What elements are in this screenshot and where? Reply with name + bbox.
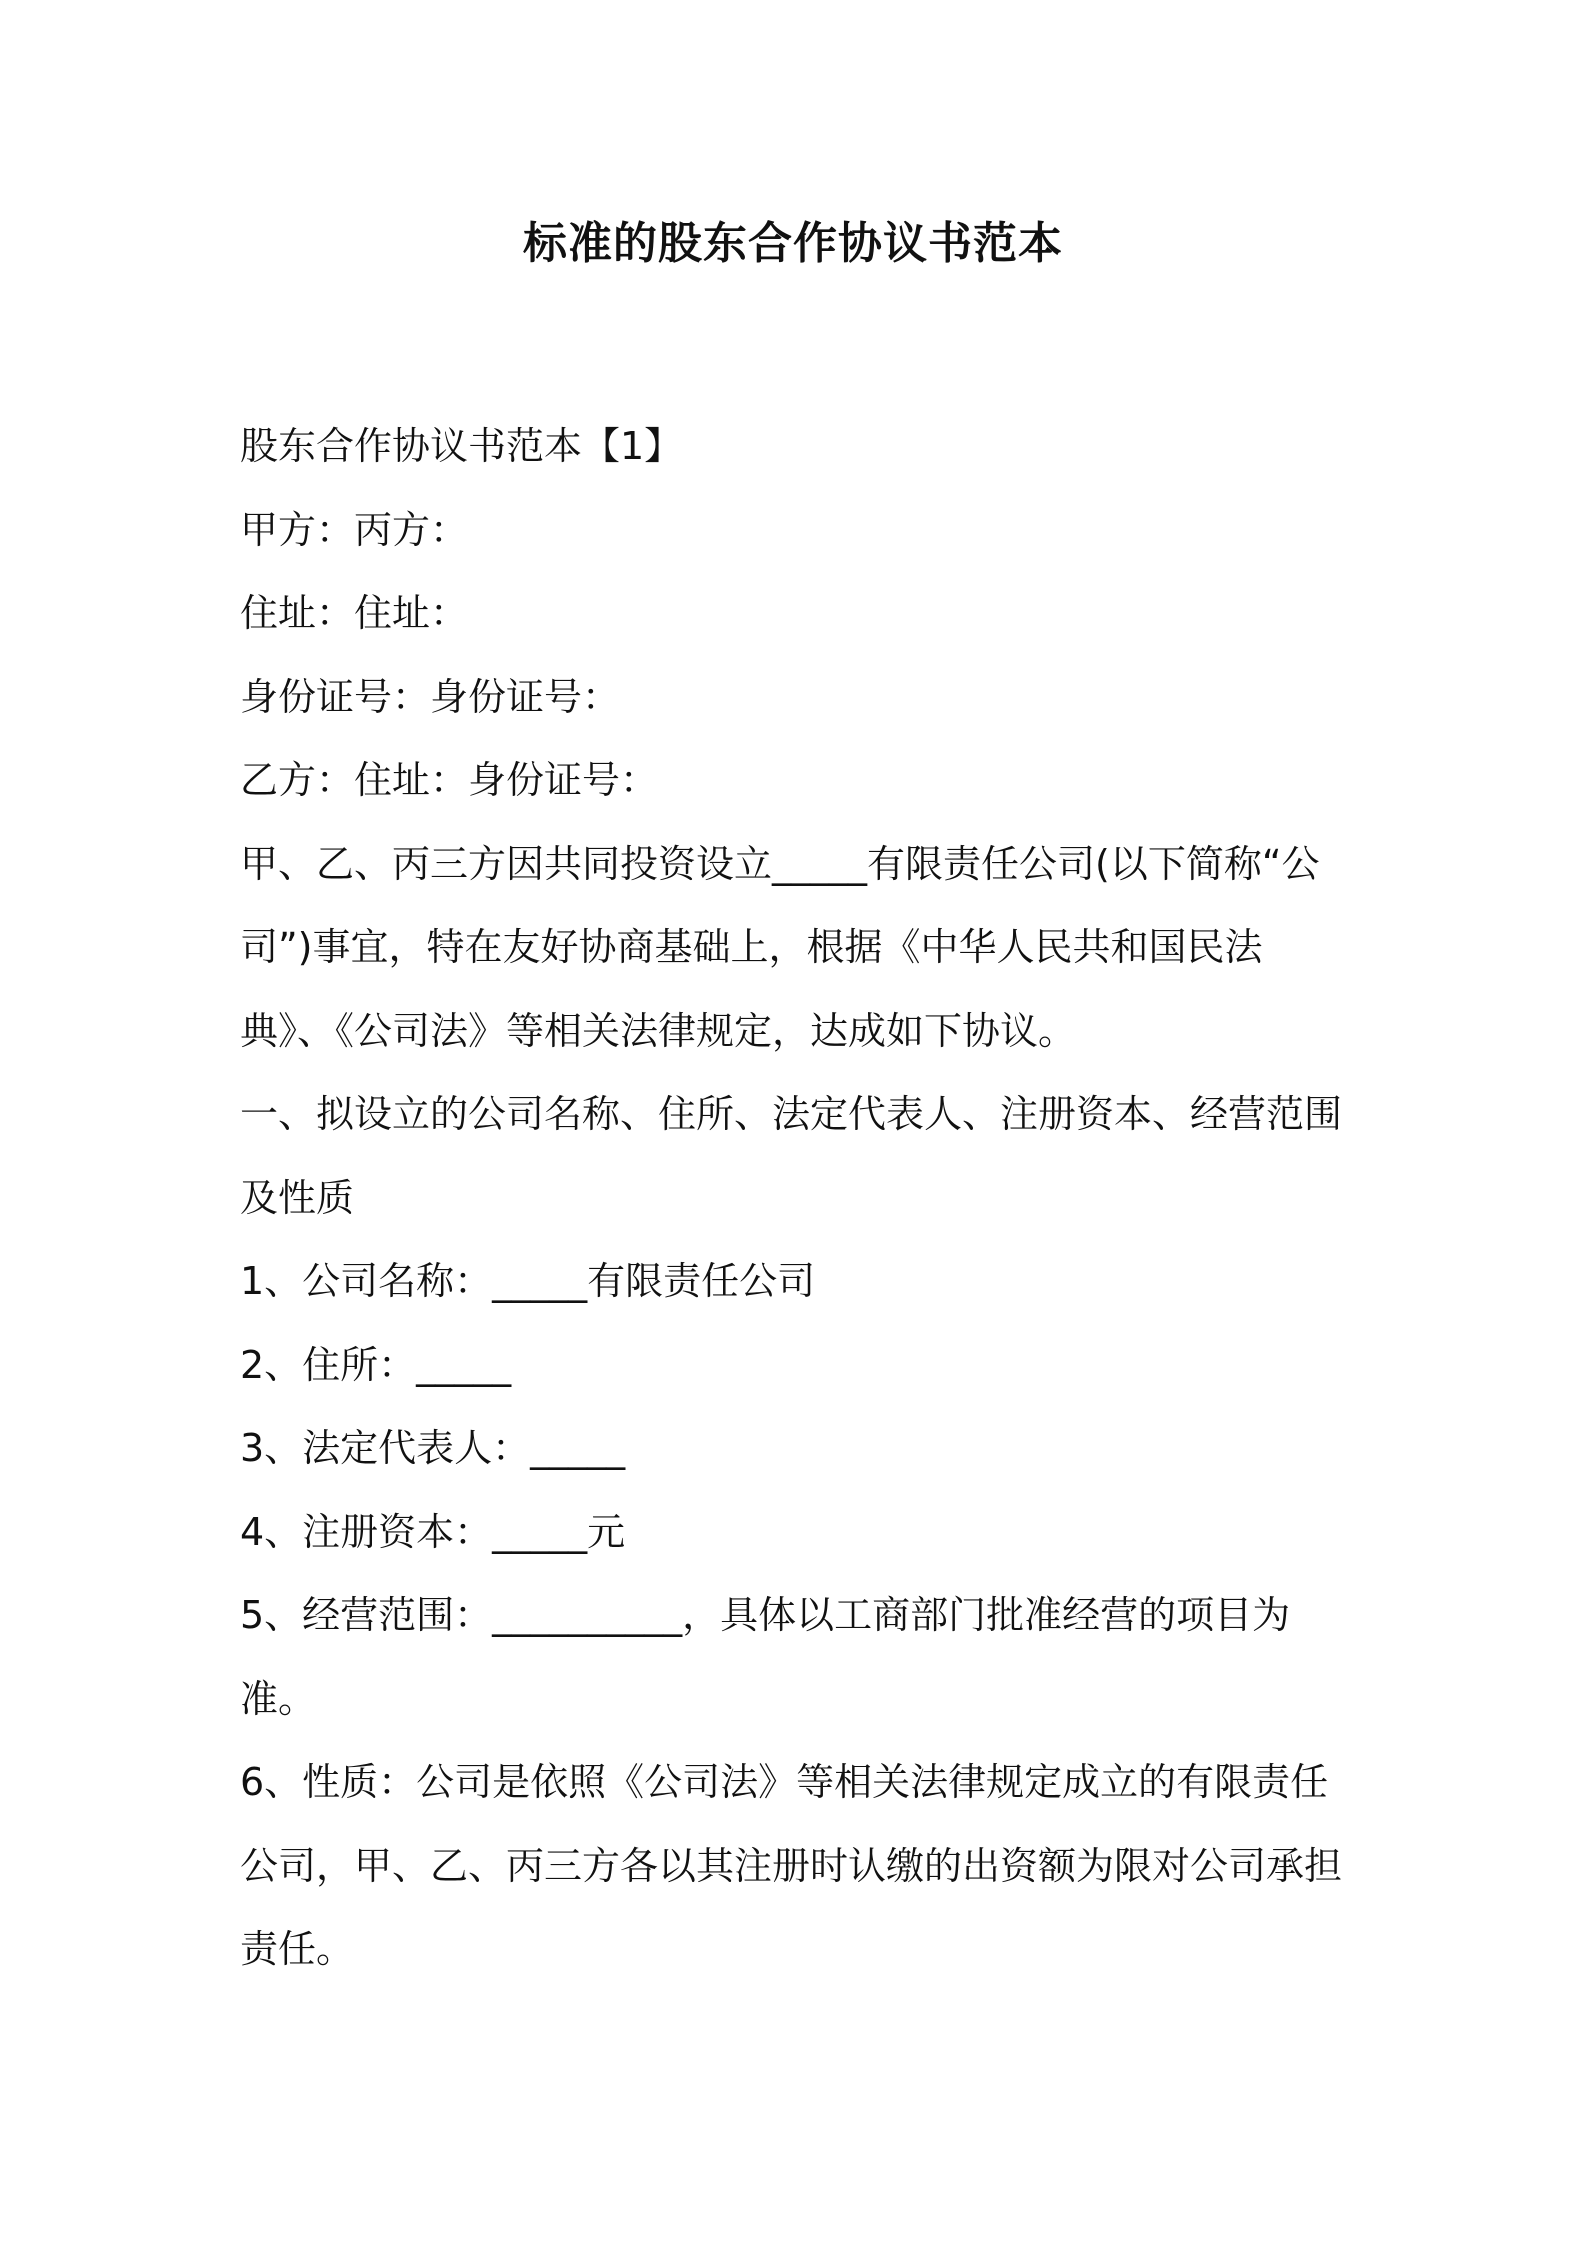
clause-nature: 6、性质：公司是依照《公司法》等相关法律规定成立的有限责任公司，甲、乙、丙三方各以其注册时认缴的出资额为限对公司承担责任。 — [240, 1760, 1343, 1971]
document-body — [240, 405, 1350, 1992]
id-number-line: 身份证号：身份证号： — [240, 674, 621, 719]
clause-legal-representative: 3、法定代表人：_____ — [240, 1426, 626, 1470]
party-a-c-line: 甲方：丙方： — [240, 507, 469, 552]
clause-address: 2、住所：_____ — [240, 1342, 512, 1387]
section-heading: 股东合作协议书范本【1】 — [240, 424, 683, 468]
address-line: 住址：住址： — [240, 591, 469, 635]
party-b-line: 乙方：住址：身份证号： — [240, 758, 659, 802]
clause-company-name: 1、公司名称：_____有限责任公司 — [240, 1259, 816, 1303]
document-title: 标准的股东合作协议书范本 — [523, 218, 1063, 269]
clause-business-scope: 5、经营范围：__________，具体以工商部门批准经营的项目为准。 — [240, 1593, 1291, 1721]
clause-registered-capital: 4、注册资本：_____元 — [240, 1509, 626, 1554]
article-one-heading: 一、拟设立的公司名称、住所、法定代表人、注册资本、经营范围及性质 — [240, 1092, 1343, 1220]
preamble-paragraph: 甲、乙、丙三方因共同投资设立_____有限责任公司(以下简称“公司”)事宜，特在友好协商基础上，根据《中华人民共和国民法典》、《公司法》等相关法律规定，达成如下协议。 — [240, 841, 1320, 1053]
